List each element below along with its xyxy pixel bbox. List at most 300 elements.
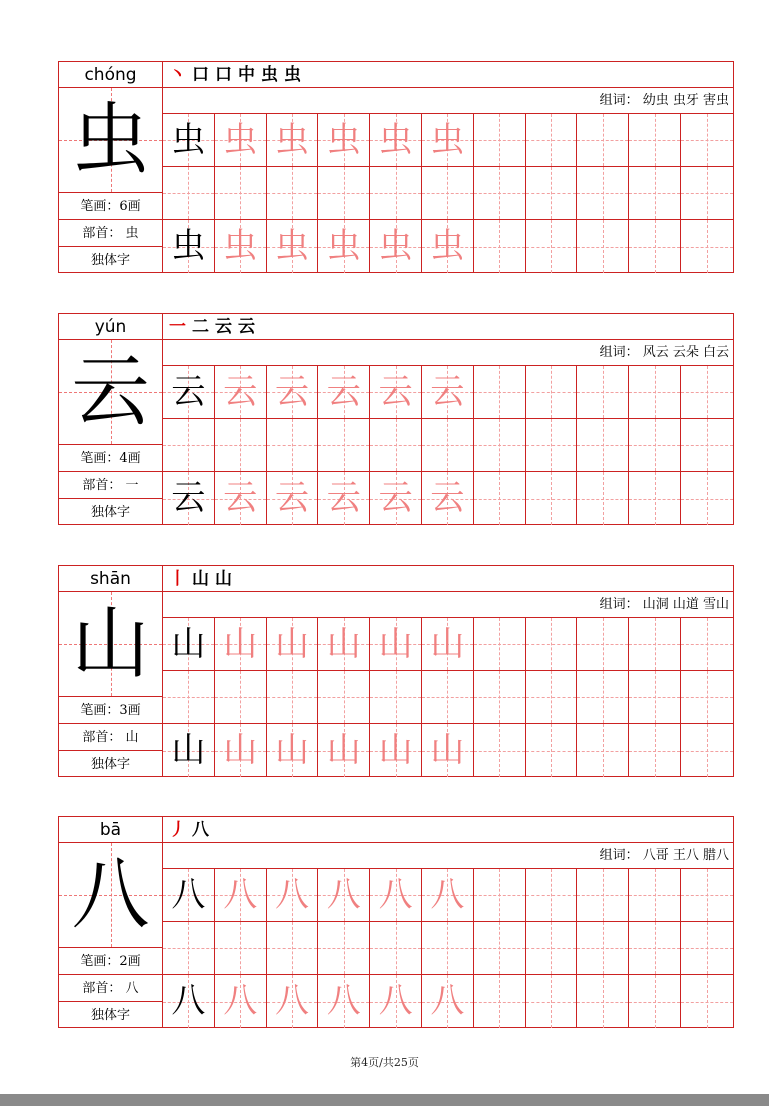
practice-cell[interactable] (526, 869, 578, 921)
practice-cell[interactable] (163, 220, 215, 273)
sample-character: 云 (171, 372, 206, 412)
guide-line-vertical (707, 975, 708, 1028)
practice-cell[interactable] (577, 167, 629, 219)
word-examples: 组词： 风云 云朵 白云 (163, 340, 733, 366)
practice-cell[interactable] (163, 472, 215, 525)
trace-character: 云 (326, 478, 361, 518)
trace-character: 虫 (378, 120, 413, 160)
practice-cell[interactable] (422, 975, 474, 1028)
practice-cell[interactable] (526, 671, 578, 723)
stroke-step: 口 (215, 65, 232, 85)
sample-character: 虫 (171, 226, 206, 266)
practice-cell[interactable] (474, 922, 526, 974)
practice-cell[interactable] (267, 220, 319, 273)
practice-cell[interactable] (267, 724, 319, 777)
trace-character: 虫 (274, 226, 309, 266)
guide-line-vertical (603, 922, 604, 974)
practice-cell[interactable] (215, 618, 267, 670)
practice-cell[interactable] (215, 975, 267, 1028)
practice-cell[interactable] (629, 366, 681, 418)
practice-cell[interactable] (422, 618, 474, 670)
guide-line-vertical (551, 671, 552, 723)
radical-label: 部首： 八 (59, 975, 162, 1002)
practice-cell[interactable] (318, 671, 370, 723)
practice-cell[interactable] (629, 869, 681, 921)
trace-character: 虫 (430, 120, 465, 160)
guide-line-vertical (707, 114, 708, 166)
structure-type: 独体字 (90, 253, 130, 268)
trace-character: 云 (223, 372, 258, 412)
practice-cell[interactable] (681, 869, 733, 921)
practice-grid (163, 816, 734, 1028)
guide-line-vertical (499, 419, 500, 471)
radical-label: 部首： 一 (59, 472, 162, 499)
practice-cell[interactable] (526, 366, 578, 418)
guide-line-vertical (344, 167, 345, 219)
practice-cell[interactable] (577, 366, 629, 418)
character-card (58, 313, 734, 525)
practice-cell[interactable] (215, 671, 267, 723)
practice-cell[interactable] (422, 167, 474, 219)
stroke-count: 笔画：2画 (59, 948, 162, 975)
model-character-box (59, 843, 162, 948)
guide-line-vertical (499, 472, 500, 525)
stroke-step: 云 (215, 317, 232, 337)
practice-cell[interactable] (474, 419, 526, 471)
trace-character: 云 (378, 478, 413, 518)
stroke-step: 云 (238, 317, 255, 337)
practice-cell[interactable] (474, 618, 526, 670)
guide-line-vertical (551, 366, 552, 418)
trace-character: 云 (223, 478, 258, 518)
sample-character: 山 (171, 730, 206, 770)
practice-cell[interactable] (267, 671, 319, 723)
practice-cell[interactable] (215, 167, 267, 219)
guide-line-vertical (188, 419, 189, 471)
model-character-box (59, 88, 162, 193)
practice-cell[interactable] (318, 167, 370, 219)
trace-character: 山 (378, 624, 413, 664)
sample-character: 虫 (171, 120, 206, 160)
practice-cell[interactable] (163, 167, 215, 219)
guide-line-vertical (707, 419, 708, 471)
guide-line-vertical (707, 167, 708, 219)
guide-line-vertical (292, 167, 293, 219)
guide-line-vertical (240, 922, 241, 974)
stroke-order-sequence (163, 314, 733, 340)
model-character: 山 (71, 599, 150, 689)
guide-line-vertical (551, 167, 552, 219)
practice-cell[interactable] (370, 220, 422, 273)
trace-character: 山 (223, 730, 258, 770)
practice-cell[interactable] (318, 220, 370, 273)
guide-line-vertical (603, 671, 604, 723)
practice-cell[interactable] (370, 114, 422, 166)
trace-character: 八 (326, 981, 361, 1021)
pinyin-label: shān (59, 566, 162, 592)
practice-cell[interactable] (526, 114, 578, 166)
guide-line-vertical (499, 366, 500, 418)
practice-cell[interactable] (577, 922, 629, 974)
practice-cell[interactable] (370, 472, 422, 525)
guide-line-vertical (707, 472, 708, 525)
practice-cell[interactable] (318, 975, 370, 1028)
word-examples: 组词： 八哥 王八 腊八 (163, 843, 733, 869)
practice-cell[interactable] (577, 975, 629, 1028)
practice-cell[interactable] (681, 724, 733, 777)
structure-type: 独体字 (90, 1008, 130, 1023)
practice-cell[interactable] (163, 975, 215, 1028)
guide-line-vertical (551, 419, 552, 471)
practice-grid (163, 61, 734, 273)
practice-cell[interactable] (267, 114, 319, 166)
practice-cell[interactable] (318, 922, 370, 974)
practice-cell[interactable] (681, 366, 733, 418)
practice-cell[interactable] (681, 922, 733, 974)
word-examples: 组词： 幼虫 虫牙 害虫 (163, 88, 733, 114)
pinyin-label: yún (59, 314, 162, 340)
practice-grid (163, 313, 734, 525)
practice-cell[interactable] (577, 671, 629, 723)
practice-cell[interactable] (681, 419, 733, 471)
trace-character: 虫 (223, 226, 258, 266)
practice-cell[interactable] (215, 366, 267, 418)
sample-character: 云 (171, 478, 206, 518)
practice-grid (163, 565, 734, 777)
practice-cell[interactable] (267, 618, 319, 670)
trace-character: 云 (378, 372, 413, 412)
character-card (58, 61, 734, 273)
practice-cell[interactable] (577, 472, 629, 525)
practice-row (163, 114, 733, 167)
guide-line-vertical (188, 167, 189, 219)
practice-cell[interactable] (577, 869, 629, 921)
practice-cell[interactable] (318, 618, 370, 670)
practice-cell[interactable] (422, 724, 474, 777)
radical-label: 部首： 虫 (59, 220, 162, 247)
practice-cell[interactable] (629, 167, 681, 219)
practice-cell[interactable] (526, 975, 578, 1028)
trace-character: 八 (223, 875, 258, 915)
practice-cell[interactable] (526, 419, 578, 471)
model-character: 八 (71, 850, 150, 940)
practice-cell[interactable] (629, 671, 681, 723)
practice-cell[interactable] (370, 671, 422, 723)
practice-cell[interactable] (629, 618, 681, 670)
practice-cell[interactable] (318, 366, 370, 418)
practice-cell[interactable] (577, 618, 629, 670)
guide-line-vertical (499, 869, 500, 921)
character-info-column (58, 565, 163, 777)
practice-cell[interactable] (681, 671, 733, 723)
trace-character: 山 (430, 730, 465, 770)
model-character: 虫 (71, 95, 150, 185)
practice-cell[interactable] (215, 869, 267, 921)
character-card (58, 565, 734, 777)
guide-line-vertical (396, 419, 397, 471)
guide-line-vertical (292, 419, 293, 471)
practice-cell[interactable] (163, 869, 215, 921)
practice-cell[interactable] (629, 472, 681, 525)
practice-cell[interactable] (318, 114, 370, 166)
trace-character: 云 (326, 372, 361, 412)
practice-cell[interactable] (163, 366, 215, 418)
practice-cell[interactable] (474, 167, 526, 219)
trace-character: 山 (326, 624, 361, 664)
practice-cell[interactable] (163, 724, 215, 777)
stroke-step: 八 (192, 820, 209, 840)
guide-line-vertical (447, 671, 448, 723)
practice-cell[interactable] (267, 922, 319, 974)
practice-cell[interactable] (163, 922, 215, 974)
stroke-step: 丨 (169, 569, 186, 589)
practice-cell[interactable] (370, 167, 422, 219)
guide-line-vertical (655, 724, 656, 777)
practice-cell[interactable] (163, 114, 215, 166)
guide-line-vertical (344, 671, 345, 723)
practice-cell[interactable] (267, 366, 319, 418)
practice-row (163, 366, 733, 419)
practice-cell[interactable] (267, 419, 319, 471)
trace-character: 虫 (223, 120, 258, 160)
practice-cell[interactable] (370, 366, 422, 418)
trace-character: 山 (274, 730, 309, 770)
guide-line-vertical (707, 220, 708, 273)
practice-cell[interactable] (629, 220, 681, 273)
guide-line-vertical (551, 922, 552, 974)
practice-cell[interactable] (267, 869, 319, 921)
guide-line-vertical (447, 922, 448, 974)
bottom-scrollbar[interactable] (0, 1094, 769, 1106)
trace-character: 山 (223, 624, 258, 664)
structure-type: 独体字 (90, 757, 130, 772)
practice-cell[interactable] (577, 724, 629, 777)
practice-cell[interactable] (163, 618, 215, 670)
guide-line-vertical (396, 671, 397, 723)
guide-line-vertical (707, 671, 708, 723)
trace-character: 云 (430, 372, 465, 412)
pinyin-label: bā (59, 817, 162, 843)
character-info-column (58, 313, 163, 525)
practice-cell[interactable] (474, 975, 526, 1028)
guide-line-vertical (551, 472, 552, 525)
practice-cell[interactable] (526, 922, 578, 974)
stroke-order-sequence (163, 817, 733, 843)
trace-character: 虫 (378, 226, 413, 266)
practice-cell[interactable] (526, 472, 578, 525)
guide-line-vertical (655, 671, 656, 723)
trace-character: 虫 (326, 120, 361, 160)
stroke-step: 一 (169, 317, 186, 337)
trace-character: 云 (274, 478, 309, 518)
stroke-step: 虫 (261, 65, 278, 85)
guide-line-vertical (603, 869, 604, 921)
practice-row (163, 472, 733, 525)
guide-line-vertical (603, 167, 604, 219)
practice-cell[interactable] (370, 869, 422, 921)
practice-cell[interactable] (474, 869, 526, 921)
guide-line-vertical (551, 114, 552, 166)
guide-line-vertical (655, 922, 656, 974)
practice-cell[interactable] (526, 724, 578, 777)
practice-row (163, 869, 733, 922)
practice-cell[interactable] (215, 220, 267, 273)
practice-cell[interactable] (267, 472, 319, 525)
trace-character: 山 (274, 624, 309, 664)
practice-cell[interactable] (474, 671, 526, 723)
guide-line-vertical (603, 419, 604, 471)
trace-character: 八 (378, 875, 413, 915)
guide-line-vertical (603, 220, 604, 273)
practice-cell[interactable] (526, 618, 578, 670)
practice-cell[interactable] (370, 975, 422, 1028)
sample-character: 八 (171, 981, 206, 1021)
trace-character: 八 (326, 875, 361, 915)
guide-line-vertical (396, 922, 397, 974)
trace-character: 虫 (326, 226, 361, 266)
guide-line-vertical (188, 922, 189, 974)
guide-line-vertical (603, 618, 604, 670)
practice-cell[interactable] (215, 922, 267, 974)
trace-character: 八 (274, 981, 309, 1021)
practice-cell[interactable] (474, 724, 526, 777)
guide-line-vertical (396, 167, 397, 219)
practice-cell[interactable] (474, 114, 526, 166)
guide-line-vertical (603, 114, 604, 166)
stroke-count: 笔画：3画 (59, 697, 162, 724)
stroke-order-sequence (163, 62, 733, 88)
practice-cell[interactable] (215, 114, 267, 166)
trace-character: 八 (223, 981, 258, 1021)
practice-cell[interactable] (681, 472, 733, 525)
practice-cell[interactable] (215, 724, 267, 777)
practice-cell[interactable] (681, 220, 733, 273)
stroke-step: 中 (238, 65, 255, 85)
practice-row (163, 671, 733, 724)
guide-line-vertical (240, 419, 241, 471)
stroke-step: 丶 (169, 65, 186, 85)
practice-cell[interactable] (370, 724, 422, 777)
guide-line-vertical (707, 618, 708, 670)
stroke-step: 二 (192, 317, 209, 337)
practice-cell[interactable] (681, 114, 733, 166)
guide-line-vertical (707, 724, 708, 777)
guide-line-vertical (240, 671, 241, 723)
guide-line-vertical (447, 167, 448, 219)
practice-row (163, 975, 733, 1028)
guide-line-vertical (603, 724, 604, 777)
practice-cell[interactable] (629, 419, 681, 471)
practice-cell[interactable] (422, 419, 474, 471)
practice-cell[interactable] (422, 472, 474, 525)
practice-cell[interactable] (526, 220, 578, 273)
practice-cell[interactable] (318, 419, 370, 471)
trace-character: 云 (430, 478, 465, 518)
practice-cell[interactable] (370, 922, 422, 974)
stroke-step: 山 (192, 569, 209, 589)
radical-label: 部首： 山 (59, 724, 162, 751)
character-info-column (58, 61, 163, 273)
practice-row (163, 922, 733, 975)
guide-line-vertical (499, 724, 500, 777)
practice-cell[interactable] (370, 419, 422, 471)
practice-cell[interactable] (474, 220, 526, 273)
guide-line-vertical (344, 922, 345, 974)
trace-character: 虫 (430, 226, 465, 266)
practice-cell[interactable] (267, 167, 319, 219)
practice-cell[interactable] (422, 869, 474, 921)
practice-cell[interactable] (629, 114, 681, 166)
practice-cell[interactable] (422, 366, 474, 418)
stroke-step: 口 (192, 65, 209, 85)
practice-cell[interactable] (577, 220, 629, 273)
practice-cell[interactable] (318, 724, 370, 777)
practice-cell[interactable] (318, 869, 370, 921)
practice-cell[interactable] (629, 922, 681, 974)
guide-line-vertical (655, 869, 656, 921)
practice-cell[interactable] (422, 114, 474, 166)
trace-character: 八 (274, 875, 309, 915)
trace-character: 虫 (274, 120, 309, 160)
practice-cell[interactable] (629, 975, 681, 1028)
stroke-step: 山 (215, 569, 232, 589)
practice-row (163, 419, 733, 472)
structure-type: 独体字 (90, 505, 130, 520)
guide-line-vertical (655, 366, 656, 418)
practice-cell[interactable] (422, 220, 474, 273)
practice-cell[interactable] (163, 419, 215, 471)
practice-cell[interactable] (422, 922, 474, 974)
practice-cell[interactable] (474, 366, 526, 418)
guide-line-vertical (344, 419, 345, 471)
trace-character: 山 (430, 624, 465, 664)
practice-cell[interactable] (681, 167, 733, 219)
practice-row (163, 618, 733, 671)
trace-character: 云 (274, 372, 309, 412)
model-character-box (59, 592, 162, 697)
practice-cell[interactable] (215, 472, 267, 525)
practice-cell[interactable] (681, 975, 733, 1028)
guide-line-vertical (655, 419, 656, 471)
practice-cell[interactable] (577, 114, 629, 166)
practice-cell[interactable] (681, 618, 733, 670)
guide-line-vertical (603, 366, 604, 418)
trace-character: 八 (430, 981, 465, 1021)
trace-character: 八 (378, 981, 413, 1021)
stroke-order-sequence (163, 566, 733, 592)
practice-cell[interactable] (629, 724, 681, 777)
trace-character: 山 (326, 730, 361, 770)
guide-line-vertical (655, 975, 656, 1028)
guide-line-vertical (292, 922, 293, 974)
practice-cell[interactable] (370, 618, 422, 670)
practice-cell[interactable] (215, 419, 267, 471)
guide-line-vertical (655, 114, 656, 166)
practice-cell[interactable] (474, 472, 526, 525)
practice-cell[interactable] (577, 419, 629, 471)
guide-line-vertical (655, 618, 656, 670)
guide-line-vertical (707, 922, 708, 974)
guide-line-vertical (603, 472, 604, 525)
practice-cell[interactable] (267, 975, 319, 1028)
practice-cell[interactable] (422, 671, 474, 723)
stroke-step: 丿 (169, 820, 186, 840)
practice-row (163, 220, 733, 273)
practice-cell[interactable] (318, 472, 370, 525)
character-card (58, 816, 734, 1028)
practice-cell[interactable] (526, 167, 578, 219)
practice-cell[interactable] (163, 671, 215, 723)
